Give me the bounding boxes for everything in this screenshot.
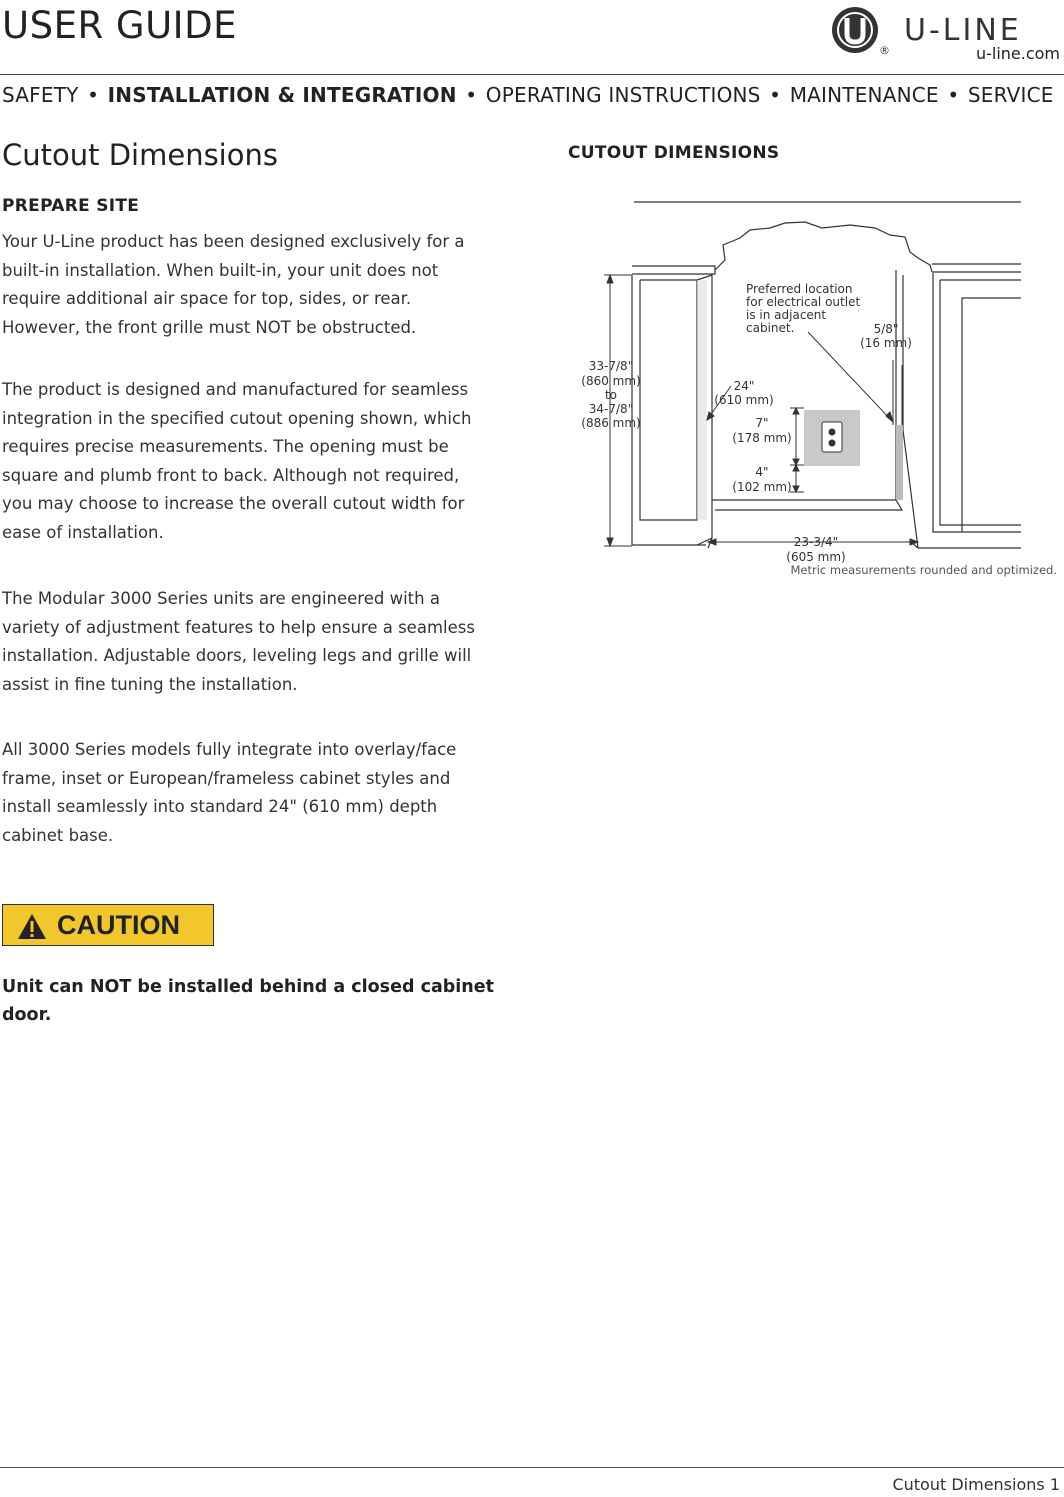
paragraph-3: The Modular 3000 Series units are engineered with a variety of adjustment features to help ensure a seamless installation. Adjustable doors, leveling legs and grille will assist in fine tuning the installation. <box>2 589 475 694</box>
dim-outlet-height-mm: (178 mm) <box>732 431 792 445</box>
nav-separator: • <box>769 83 782 107</box>
diagram-heading: CUTOUT DIMENSIONS <box>568 143 780 163</box>
metric-note: Metric measurements rounded and optimized. <box>790 563 1057 577</box>
nav-separator: • <box>947 83 960 107</box>
dim-height-min-mm: (860 mm) <box>581 374 641 388</box>
dim-height-max-mm: (886 mm) <box>581 416 641 430</box>
brand-wordmark: U-LINE <box>904 13 1022 48</box>
note-line-1: Preferred location <box>746 282 853 296</box>
paragraph-2: The product is designed and manufactured for seamless integration in the specified cutout opening shown, which requires precise measurements. The opening must be square and plumb front to back. Although not required, you may choose to increase the overall cutout width for ease of installation. <box>2 380 472 542</box>
outlet-icon <box>822 422 842 452</box>
dim-height-min: 33-7/8" <box>588 359 634 373</box>
dim-to: to <box>604 388 618 402</box>
nav-item-installation: INSTALLATION & INTEGRATION <box>107 83 457 107</box>
page-footer: Cutout Dimensions 1 <box>892 1475 1060 1494</box>
caution-label: CAUTION <box>57 910 180 940</box>
nav-separator: • <box>465 83 478 107</box>
dim-reveal-mm: (16 mm) <box>860 336 912 350</box>
note-line-2: for electrical outlet <box>746 295 861 309</box>
nav-separator: • <box>87 83 100 107</box>
dim-depth: 24" <box>733 379 755 393</box>
nav-item-safety: SAFETY <box>2 83 79 107</box>
dim-reveal: 5/8" <box>873 322 899 336</box>
section-breadcrumb <box>2 83 1054 107</box>
page-title: Cutout Dimensions <box>2 138 278 172</box>
document-title: USER GUIDE <box>2 4 237 47</box>
section-heading: PREPARE SITE <box>2 196 140 216</box>
brand-url: u-line.com <box>975 44 1060 63</box>
cutout-diagram <box>560 180 1060 580</box>
caution-message: Unit can NOT be installed behind a closed cabinet door. <box>2 977 494 1025</box>
dim-height-max: 34-7/8" <box>588 402 634 416</box>
paragraph-1: Your U-Line product has been designed exclusively for a built-in installation. When built-in, your unit does not require additional air space for top, sides, or rear. However, the front grille must NOT be obstructed. <box>2 232 465 337</box>
dim-outlet-height: 7" <box>755 416 769 430</box>
caution-banner <box>2 904 214 946</box>
header-divider <box>0 74 1064 75</box>
note-line-4: cabinet. <box>746 321 795 335</box>
dim-outlet-offset: 4" <box>755 465 769 479</box>
dim-depth-mm: (610 mm) <box>714 393 774 407</box>
dim-width-mm: (605 mm) <box>786 550 846 564</box>
dim-width: 23-3/4" <box>793 535 839 549</box>
nav-item-maintenance: MAINTENANCE <box>789 83 939 107</box>
warning-icon <box>17 913 47 940</box>
footer-divider <box>0 1467 1064 1468</box>
registered-mark: ® <box>879 44 890 57</box>
paragraph-4: All 3000 Series models fully integrate into overlay/face frame, inset or European/frameless cabinet styles and install seamlessly into standard 24" (610 mm) depth cabinet base. <box>2 740 457 845</box>
nav-item-service: SERVICE <box>967 83 1054 107</box>
note-line-3: is in adjacent <box>746 308 827 322</box>
nav-item-operating: OPERATING INSTRUCTIONS <box>485 83 761 107</box>
dim-outlet-offset-mm: (102 mm) <box>732 480 792 494</box>
